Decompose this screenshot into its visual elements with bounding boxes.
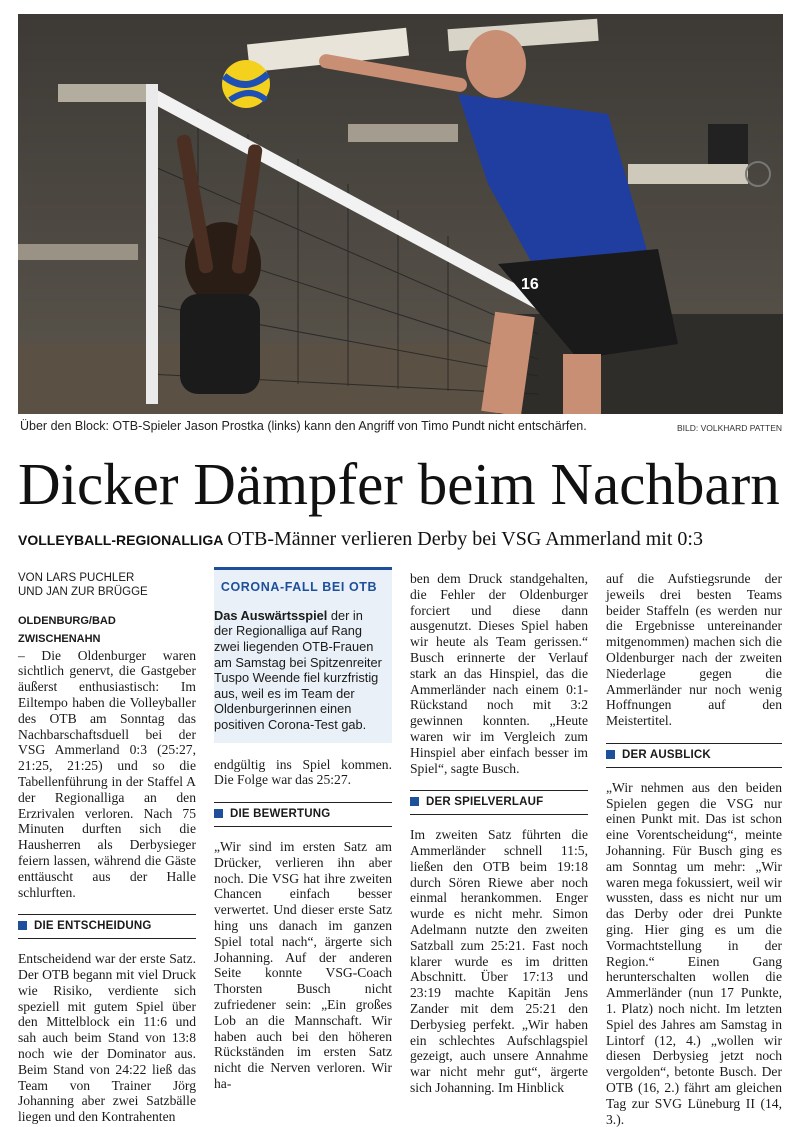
headline: Dicker Dämpfer beim Nachbarn bbox=[18, 451, 780, 517]
volleyball-photo bbox=[18, 14, 783, 414]
dateline: OLDENBURG/BAD ZWISCHENAHN bbox=[18, 615, 116, 645]
section-heading-entscheidung: DIE ENTSCHEIDUNG bbox=[18, 914, 196, 939]
square-icon bbox=[18, 921, 27, 930]
info-box-body bbox=[214, 608, 384, 733]
column-2 bbox=[214, 567, 392, 1092]
subheadline bbox=[18, 528, 783, 551]
column-4 bbox=[606, 571, 782, 1127]
column-4-continuation: auf die Aufstiegsrunde der jeweils drei besten Teams beider Staffeln (es werden nur die Ergebnisse untereinander mitgenommen) machen sich die Oldenburger nach der zweiten Niederlage gegen die Ammerländer nur noch wenig Hoffnungen auf den Meistertitel. bbox=[606, 571, 782, 729]
intro-paragraph bbox=[18, 612, 196, 900]
section-text-ausblick: „Wir nehmen aus den beiden Spielen gegen die VSG nur einen Punkt mit. Das ist schon eine Vorentscheidung“, meinte Johanning. Für Busch ging es am Sonntag um mehr: „Wir waren mega fokussiert, weil wir wussten, dass es nicht nur um das Derby oder drei Punkte ging. Hier ging es um die Vormachtstellung in der Region.“ Einen Gang herunterschalten wollen die Ammerländer (nun 17 Punkte, 1. Platz) noch nicht. Im letzten Spiel des Jahres am Samstag in Lintorf (12, 4.) „wollen wir diesen Derbysieg jetzt noch vergolden“, betonte Busch. Der OTB (16, 2.) fährt am gleichen Tag zur SVG Lüneburg II (14, 3.). bbox=[606, 779, 782, 1127]
info-box-lead: Das Auswärtsspiel bbox=[214, 607, 328, 623]
section-heading-bewertung: DIE BEWERTUNG bbox=[214, 802, 392, 827]
intro-text: – Die Oldenburger waren sichtlich genervt, die Gastgeber äußerst enthusiastisch: Im Eiltempo haben die Volleyballer des OTB am Sonntag das Nachbarschaftsduell bei der VSG Ammerland 0:3 (25:27, 21:25, 21:25) und so die Tabellenführung in der Staffel A der Regionalliga an den Erzrivalen verloren. Nach 75 Minuten durften sich die Hausherren als Derbysieger feiern lassen, während die Gäste enttäuscht aus der Halle schlurften. bbox=[18, 647, 196, 900]
byline-line-1: VON LARS PUCHLER bbox=[18, 572, 135, 584]
column-3 bbox=[410, 571, 588, 1096]
section-heading-spielverlauf: DER SPIELVERLAUF bbox=[410, 790, 588, 815]
jersey-number: 16 bbox=[521, 276, 539, 293]
photo-credit: BILD: VOLKHARD PATTEN bbox=[676, 423, 782, 433]
kicker: VOLLEYBALL-REGIONALLIGA bbox=[18, 532, 224, 548]
info-box-title: CORONA-FALL BEI OTB bbox=[220, 580, 378, 594]
info-box-text: der in der Regionalliga auf Rang zwei liegenden OTB-Frauen am Samstag bei Spitzenreiter Tuspo Weende fiel kurzfristig aus, weil es im Team der Oldenburgerinnen einen positiven Corona-Test gab. bbox=[214, 607, 382, 732]
byline-line-2: UND JAN ZUR BRÜGGE bbox=[18, 586, 148, 598]
section-heading-ausblick: DER AUSBLICK bbox=[606, 743, 782, 768]
section-text-entscheidung: Entscheidend war der erste Satz. Der OTB begann mit viel Druck wie Risiko, verdiente sich speziell mit gutem Spiel über den Mittelblock ein 11:6 und sah auch beim Stand von 13:8 noch wie der Dominator aus. Beim Stand von 24:22 ließ das Team von Trainer Jörg Johanning aber zwei Satzbälle liegen und den Kontrahenten bbox=[18, 951, 196, 1125]
byline bbox=[18, 571, 196, 599]
square-icon bbox=[606, 750, 615, 759]
square-icon bbox=[410, 797, 419, 806]
info-box-corona bbox=[214, 567, 392, 743]
photo-caption: Über den Block: OTB-Spieler Jason Prostka (links) kann den Angriff von Timo Pundt nicht entschärfen. bbox=[20, 419, 587, 433]
column-1 bbox=[18, 571, 196, 1125]
deck: OTB-Männer verlieren Derby bei VSG Ammerland mit 0:3 bbox=[227, 528, 703, 550]
square-icon bbox=[214, 809, 223, 818]
section-text-spielverlauf: Im zweiten Satz führten die Ammerländer schnell 11:5, ließen den OTB beim 19:18 durch Sören Riewe aber noch einmal herankommen. Enger wurde es nicht mehr. Simon Adelmann nutzte den zweiten Satzball zum 25:21. Fast noch klarer wurde es im dritten Abschnitt. Über 17:13 und 23:19 machte Kapitän Jens Zander mit dem 25:21 den Derbysieg perfekt. „Wir haben ein schlechtes Aufschlagspiel gezeigt, auch unsere Annahme war nicht mehr gut“, ärgerte sich Johanning. Im Hinblick bbox=[410, 827, 588, 1095]
column-3-continuation: ben dem Druck standgehalten, die Fehler der Oldenburger forciert und diese dann ausgenutzt. Dieses Spiel haben wir heute als Team gerissen.“ Busch erinnerte der Verlauf stark an das Hinspiel, das die Ammerländer nach einem 0:1-Rückstand noch mit 3:2 gewinnen konnten. „Heute waren wir im Vergleich zum Hinspiel aber einfach besser im Spiel“, sagte Busch. bbox=[410, 571, 588, 776]
section-text-bewertung: „Wir sind im ersten Satz am Drücker, verlieren ihn aber noch. Die VSG hat ihre zweiten Chancen einfach besser verwertet. Und dieser erste Satz hing uns danach im ganzen Spiel total nach“, ärgerte sich Johanning. Auf der anderen Seite konnte VSG-Coach Thorsten Busch nicht zufriedener sein: „Ein großes Lob an die Mannschaft. Wir haben auch bei den höheren Rückständen im ersten Satz nicht die Nerven verloren. Wir ha- bbox=[214, 838, 392, 1091]
photo-illustration bbox=[18, 14, 783, 414]
column-2-continuation: endgültig ins Spiel kommen. Die Folge war das 25:27. bbox=[214, 756, 392, 788]
